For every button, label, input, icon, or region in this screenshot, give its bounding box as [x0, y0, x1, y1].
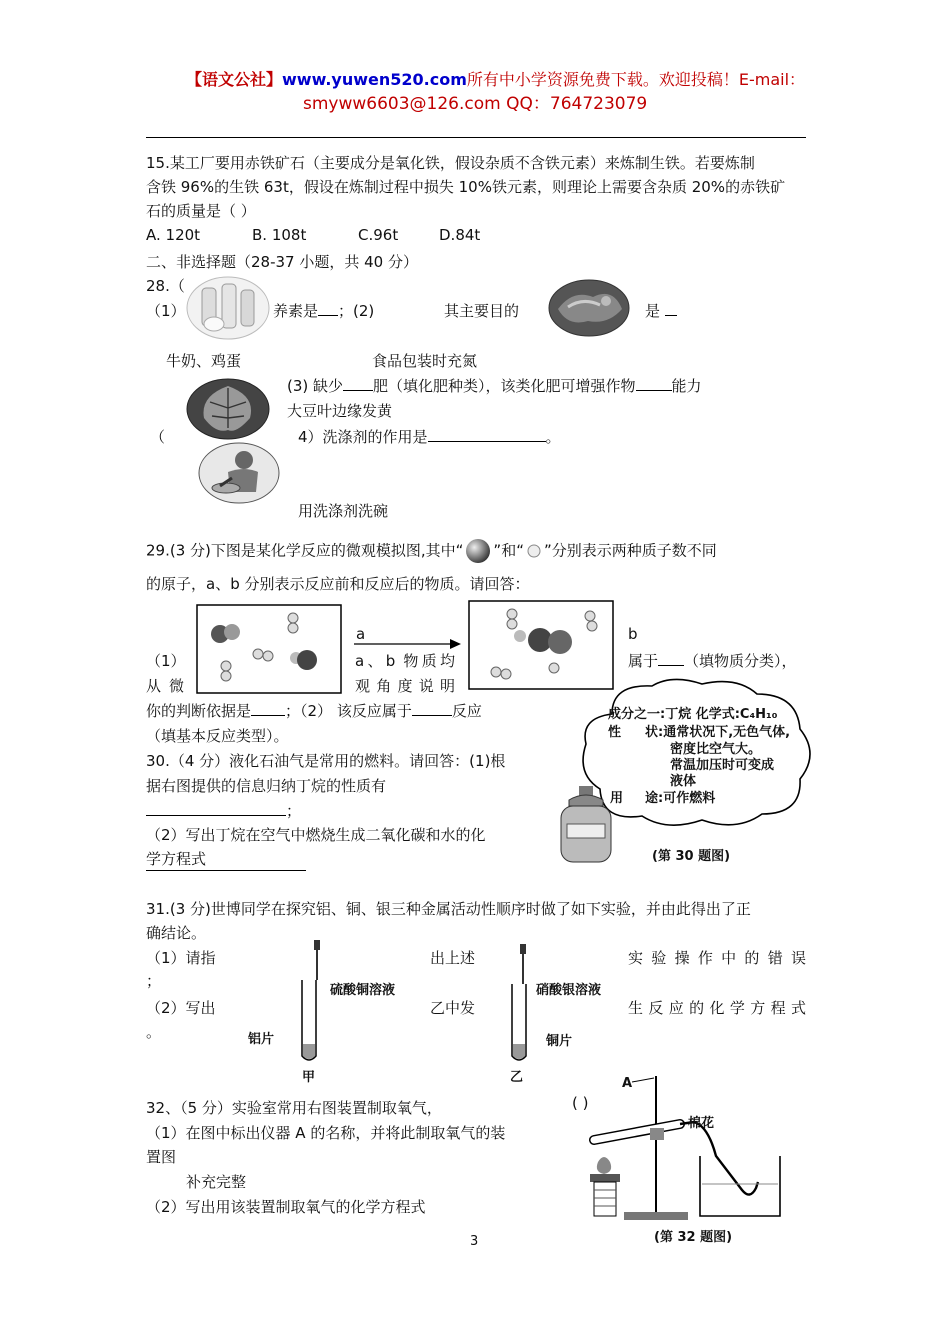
label-a: a	[356, 625, 366, 643]
q31-row-2-b: 乙中发	[430, 999, 476, 1017]
q29-part1-open: （1）	[146, 652, 186, 670]
q32-line-3: 置图	[146, 1148, 177, 1166]
q15-option-c: C.96t	[358, 226, 399, 244]
q28-part4	[298, 426, 561, 447]
q28-number: 28.（	[146, 277, 185, 295]
q29-blank-2[interactable]	[251, 715, 285, 716]
q31-row-2-a: （2）写出	[146, 999, 216, 1017]
cloud-line-1: 成分之一:丁烷 化学式:C₄H₁₀	[608, 707, 778, 722]
test-tube-jia	[292, 940, 332, 1068]
q29-line-1-a: 29.(3 分)下图是某化学反应的微观模拟图,其中“	[146, 541, 464, 560]
q15-option-a: A. 120t	[146, 226, 201, 244]
milk-eggs-photo	[186, 276, 270, 340]
q32-line-5: （2）写出用该装置制取氧气的化学方程式	[146, 1198, 426, 1216]
q29-mid-2: 观 角 度 说 明	[355, 677, 455, 695]
caption-food-packaging: 食品包装时充氮	[372, 352, 478, 370]
fig30-caption: (第 30 题图)	[652, 849, 731, 864]
tube-jia-name: 甲	[302, 1070, 316, 1085]
q28-part2-is: 是	[645, 302, 661, 320]
cloud-line-3: 密度比空气大。	[670, 742, 762, 757]
big-atom-icon	[463, 538, 493, 564]
q28-blank-3[interactable]	[343, 390, 373, 391]
q32-line-1: 32、（5 分）实验室常用右图装置制取氧气，	[146, 1099, 442, 1117]
cloud-line-5: 液体	[670, 774, 697, 789]
header-line-1	[186, 67, 805, 90]
q28-part3-a: (3) 缺少	[287, 377, 344, 395]
q29-line-4-a: 你的判断依据是	[146, 702, 252, 720]
q29-right-1-b: （填物质分类），	[684, 652, 797, 670]
q29-right-1	[628, 650, 797, 671]
q29-right-1-a: 属于	[628, 652, 659, 670]
q29-line-1-c: ”分别表示两种质子数不同	[543, 541, 717, 560]
q31-row-1-b: 出上述	[430, 949, 476, 967]
q31-row-2-c: 生 反 应 的 化 学 方 程 式	[628, 999, 806, 1017]
q31-row-1-c: 实 验 操 作 中 的 错 误	[628, 949, 806, 967]
cloud-line-2-b: 状:通常状况下,无色气体,	[645, 725, 791, 740]
cloud-line-2-a: 性	[608, 725, 622, 740]
oxygen-apparatus	[570, 1076, 790, 1226]
tube-yi-metal-label: 铜片	[546, 1034, 573, 1049]
q30-answer-line	[146, 800, 301, 821]
cloud-line-4: 常温加压时可变成	[670, 758, 775, 773]
q32-line-2: （1）在图中标出仪器 A 的名称，并将此制取氧气的装	[146, 1124, 506, 1142]
q30-line-3: （2）写出丁烷在空气中燃烧生成二氧化碳和水的化	[146, 826, 486, 844]
gas-cylinder-icon	[555, 786, 617, 866]
q31-row-1-a: （1）请指	[146, 949, 216, 967]
q30-line-4: 学方程式	[146, 850, 207, 868]
q28-part3-c: 能力	[671, 377, 702, 395]
label-b: b	[628, 625, 638, 643]
reaction-before-box	[196, 604, 342, 694]
q28-part3-b: 肥（填化肥种类），该类化肥可增强作物	[373, 377, 636, 395]
q15-option-d: D.84t	[439, 226, 481, 244]
q29-line-2: 的原子，a、b 分别表示反应前和反应后的物质。请回答：	[146, 575, 530, 593]
apparatus-label-cotton: 棉花	[688, 1116, 715, 1131]
q28-part1	[273, 300, 374, 321]
q31-row-1-end: ；	[146, 972, 162, 990]
q28-part1-text: 养素是	[273, 302, 319, 320]
q28-part1-sep: ；(2)	[338, 302, 375, 320]
small-atom-icon	[524, 541, 544, 561]
header-slogan: 所有中小学资源免费下载。欢迎投稿！E-mail：	[466, 70, 806, 89]
tube-jia-liquid-label: 硫酸铜溶液	[330, 983, 396, 998]
page-number: 3	[470, 1234, 479, 1249]
header-site-link[interactable]: www.yuwen520.com	[282, 70, 467, 89]
q28-part4-open: （	[150, 428, 166, 446]
tube-yi-name: 乙	[510, 1070, 524, 1085]
q15-line-1: 15.某工厂要用赤铁矿石（主要成分是氧化铁，假设杂质不含铁元素）来炼制生铁。若要炼制	[146, 154, 755, 172]
test-tube-yi	[506, 944, 546, 1068]
q30-line-2: 据右图提供的信息归纳丁烷的性质有	[146, 777, 387, 795]
q15-option-b: B. 108t	[252, 226, 307, 244]
q28-blank-4[interactable]	[636, 390, 672, 391]
q29-line-5: （填基本反应类型）。	[146, 727, 289, 745]
q29-line-1	[146, 538, 717, 564]
q15-line-2: 含铁 96%的生铁 63t，假设在炼制过程中损失 10%铁元素，则理论上需要含杂质 20%的赤铁矿	[146, 178, 786, 196]
caption-soybean-leaf: 大豆叶边缘发黄	[287, 402, 393, 420]
q30-line-2-end: ；	[286, 802, 302, 820]
header-rule	[146, 137, 806, 138]
section-2-heading: 二、非选择题（28-37 小题，共 40 分）	[146, 253, 418, 271]
q28-part2	[645, 300, 677, 321]
q28-part4-text: 4）洗涤剂的作用是	[298, 428, 428, 446]
washing-dishes-photo	[198, 442, 280, 504]
q28-part2-text: 其主要目的	[444, 302, 520, 320]
q28-part1-open: （1）	[146, 302, 186, 320]
reaction-arrow	[354, 638, 462, 650]
header-brand: 【语文公社】	[186, 70, 283, 89]
cloud-line-6-b: 途:可作燃料	[645, 791, 716, 806]
q28-part3	[287, 375, 702, 396]
q29-from: 从 微	[146, 677, 184, 695]
tube-jia-metal-label: 铝片	[248, 1032, 275, 1047]
q31-line-2: 确结论。	[146, 924, 207, 942]
soybean-leaf-photo	[186, 378, 270, 440]
q31-line-1: 31.(3 分)世博同学在探究铝、铜、银三种金属活动性顺序时做了如下实验，并由此得出了正	[146, 900, 751, 918]
q28-part4-end: 。	[545, 428, 561, 446]
q29-line-4-c: 反应	[451, 702, 482, 720]
q29-mid-1: a、b 物质均	[355, 652, 455, 670]
food-packaging-photo	[548, 279, 630, 337]
apparatus-label-blank: ( )	[572, 1094, 589, 1112]
fig32-caption: (第 32 题图)	[654, 1230, 733, 1245]
q29-line-4	[146, 700, 482, 721]
q32-line-4: 补充完整	[186, 1173, 247, 1191]
caption-washing-dishes: 用洗涤剂洗碗	[298, 502, 389, 520]
q28-blank-5[interactable]	[428, 441, 546, 442]
caption-milk-eggs: 牛奶、鸡蛋	[166, 352, 242, 370]
q31-row-2-end: 。	[146, 1023, 162, 1041]
q28-blank-1[interactable]	[318, 315, 338, 316]
q28-blank-2[interactable]	[665, 315, 677, 316]
q30-blank-2[interactable]	[146, 870, 306, 871]
q29-blank-3[interactable]	[412, 715, 452, 716]
cloud-line-6-a: 用	[610, 791, 624, 806]
q30-line-1: 30.（4 分）液化石油气是常用的燃料。请回答：(1)根	[146, 752, 506, 770]
q30-blank-1[interactable]	[146, 815, 286, 816]
q15-line-3: 石的质量是（ ）	[146, 202, 256, 220]
tube-yi-liquid-label: 硝酸银溶液	[536, 983, 602, 998]
q29-blank-1[interactable]	[658, 665, 684, 666]
q29-line-1-b: ”和“	[493, 541, 524, 560]
q29-line-4-b: ；（2） 该反应属于	[285, 702, 412, 720]
header-contact: smyww6603@126.com QQ：764723079	[303, 94, 648, 114]
apparatus-label-A: A	[622, 1076, 633, 1091]
